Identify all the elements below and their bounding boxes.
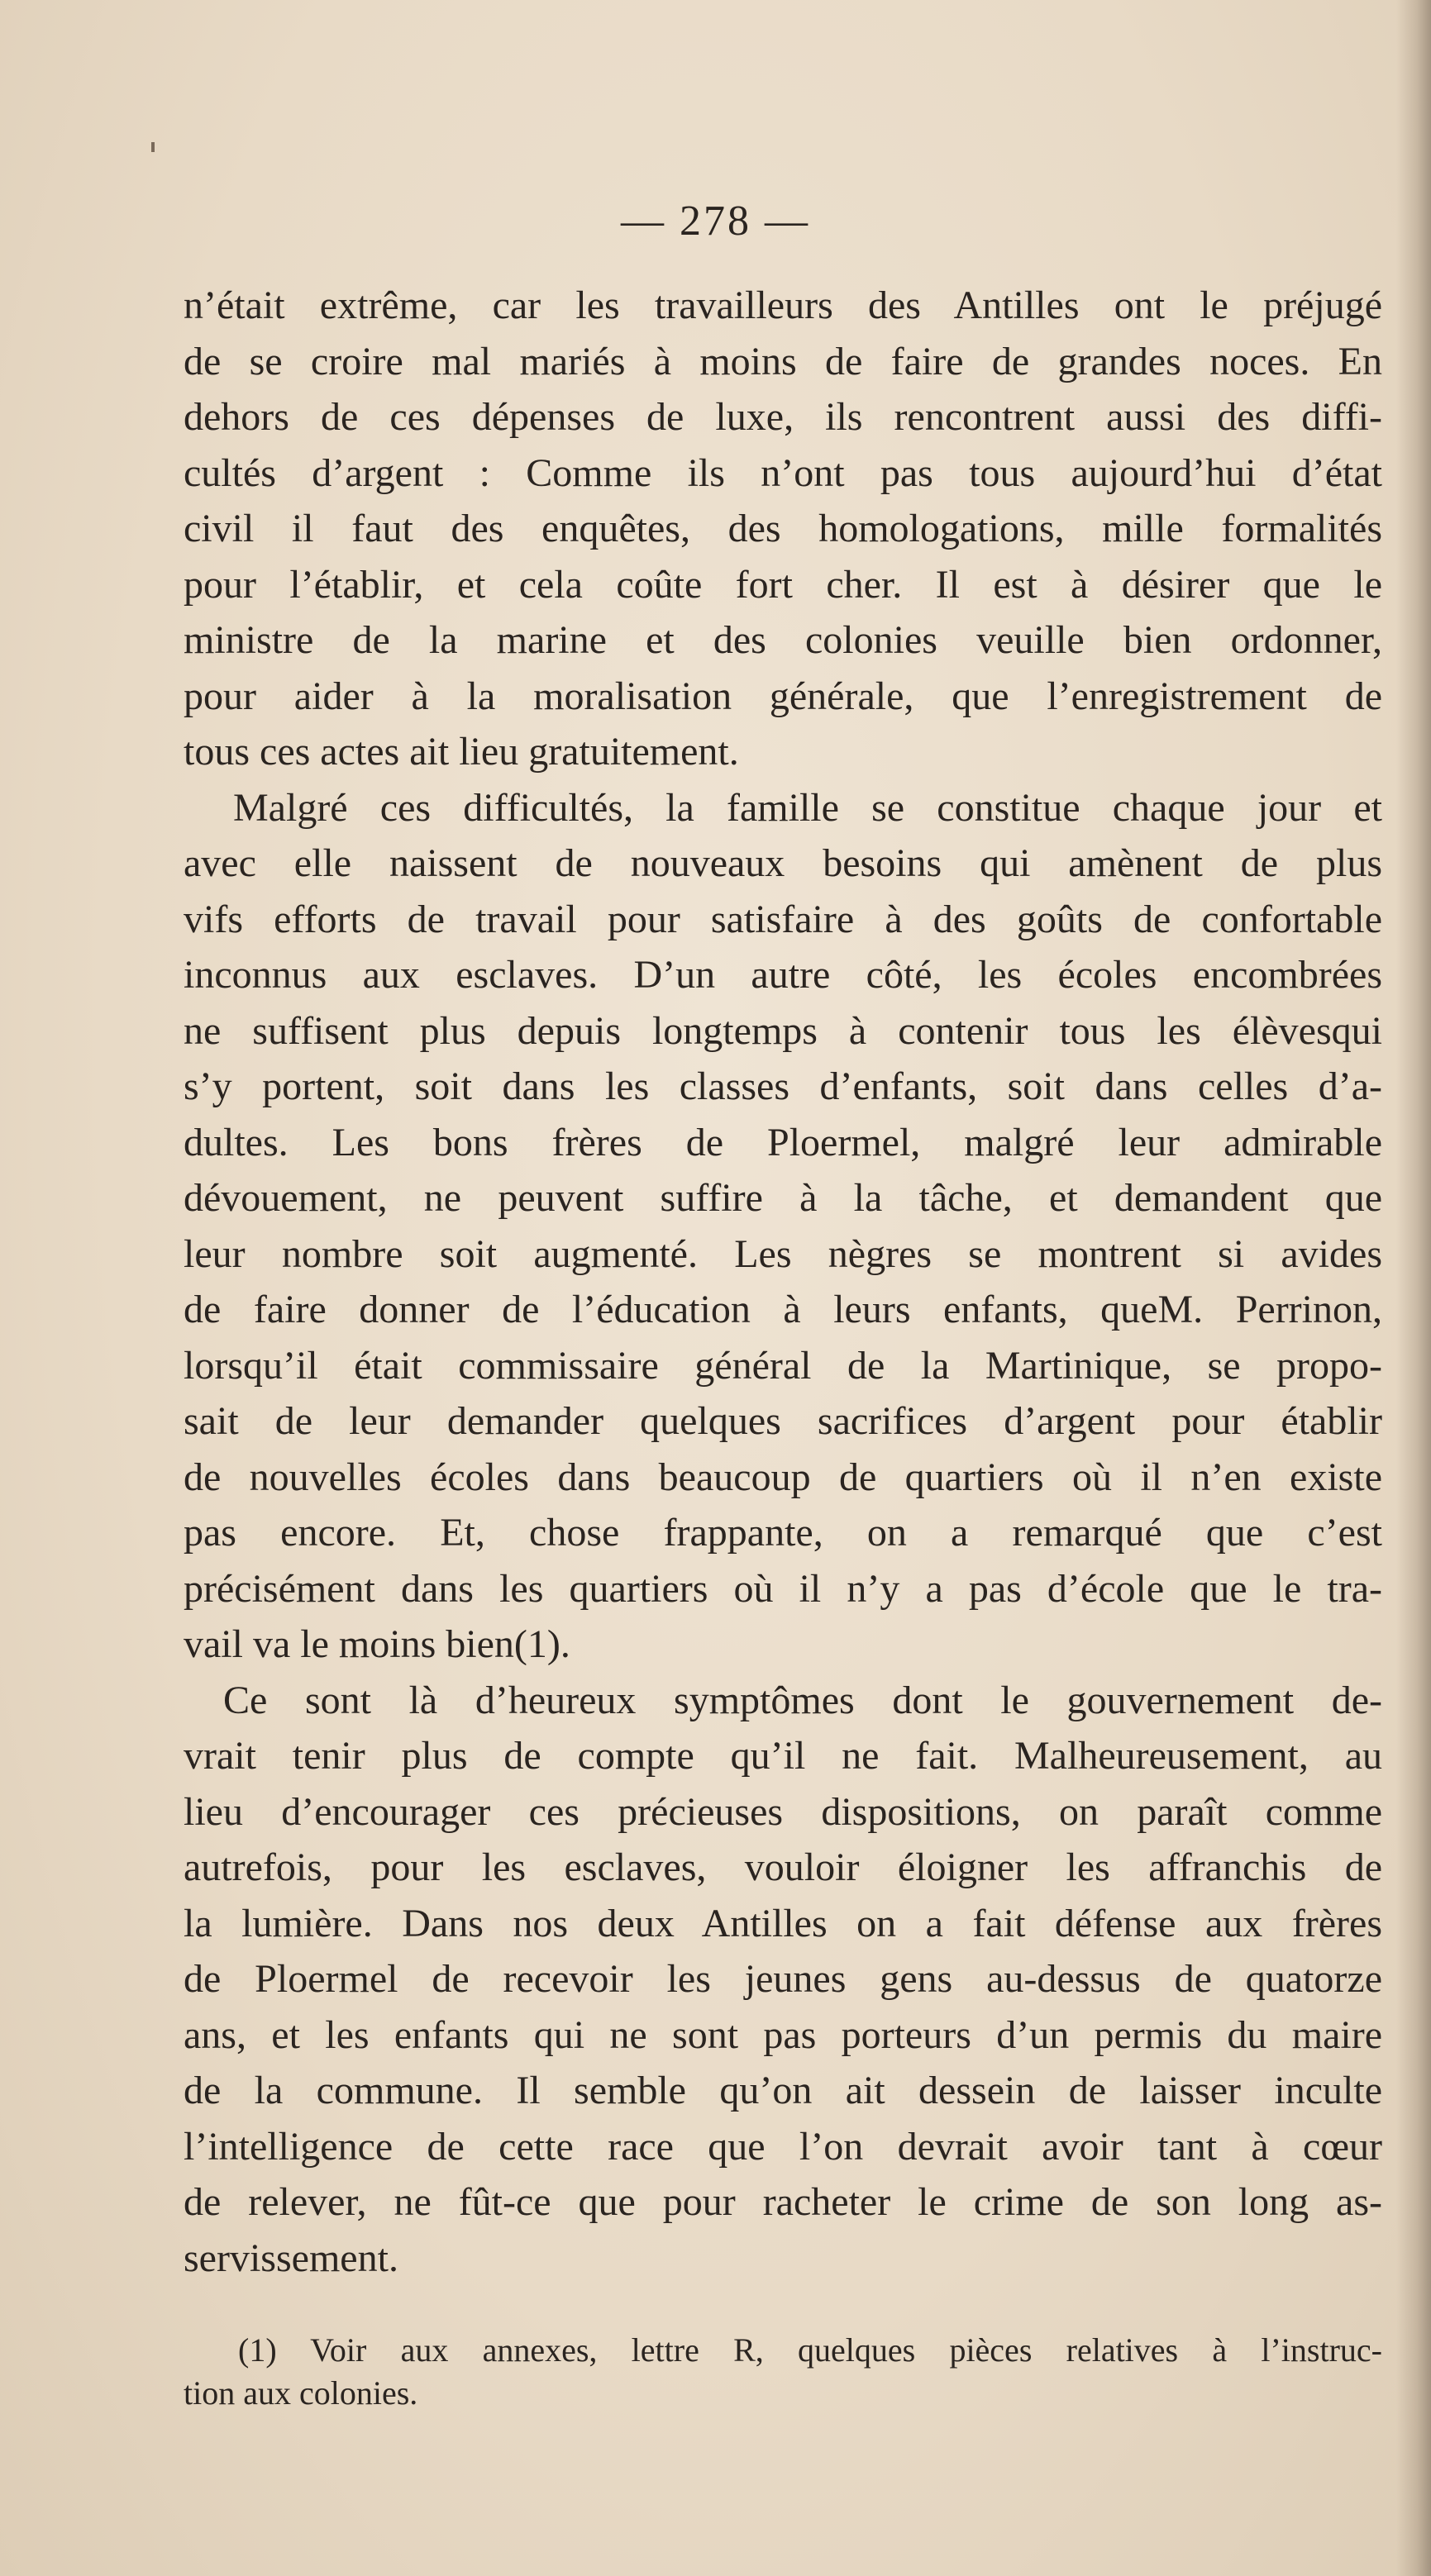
page-number: — 278 — [621,198,810,245]
text-line: de nouvelles écoles dans beaucoup de quartiers où il n’en existe [184,1455,1382,1499]
body-text [184,278,1382,2286]
text-line: précisément dans les quartiers où il n’y a pas d’école que le tra- [184,1566,1382,1611]
text-line: dévouement, ne peuvent suffire à la tâche, et demandent que [184,1176,1382,1220]
footnote [184,2329,1382,2415]
text-line: ne suffisent plus depuis longtemps à contenir tous les élèvesqui [184,1008,1382,1053]
text-line: dultes. Les bons frères de Ploermel, malgré leur admirable [184,1120,1382,1164]
text-line: civil il faut des enquêtes, des homologations, mille formalités [184,507,1382,550]
ink-speck [151,142,155,152]
text-line: pour aider à la moralisation générale, que l’enregistrement de [184,674,1382,718]
text-line: s’y portent, soit dans les classes d’enfants, soit dans celles d’a- [184,1064,1382,1108]
footnote-line: tion aux colonies. [184,2374,418,2412]
text-line: vifs efforts de travail pour satisfaire à des goûts de confortable [184,897,1382,941]
text-line: vail va le moins bien(1). [184,1622,570,1666]
text-line: n’était extrême, car les travailleurs des Antilles ont le préjugé [184,283,1382,327]
text-line: de la commune. Il semble qu’on ait dessein de laisser inculte [184,2069,1382,2112]
text-line: la lumière. Dans nos deux Antilles on a fait défense aux frères [184,1901,1382,1945]
footnote-line: (1) Voir aux annexes, lettre R, quelques pièces relatives à l’instruc- [238,2331,1382,2369]
text-line: ministre de la marine et des colonies veuille bien ordonner, [184,618,1382,662]
text-line: pas encore. Et, chose frappante, on a remarqué que c’est [184,1511,1382,1555]
text-line: dehors de ces dépenses de luxe, ils rencontrent aussi des diffi- [184,395,1382,439]
text-line: leur nombre soit augmenté. Les nègres se montrent si avides [184,1231,1382,1276]
text-line: de se croire mal mariés à moins de faire de grandes noces. En [184,339,1382,383]
text-line: servissement. [184,2236,398,2280]
text-line: sait de leur demander quelques sacrifices d’argent pour établir [184,1399,1382,1443]
text-line: ans, et les enfants qui ne sont pas porteurs d’un permis du maire [184,2012,1382,2057]
paragraph-start-line: Malgré ces difficultés, la famille se constitue chaque jour et [233,785,1382,830]
text-line: avec elle naissent de nouveaux besoins qui amènent de plus [184,841,1382,885]
text-line: cultés d’argent : Comme ils n’ont pas tous aujourd’hui d’état [184,450,1382,495]
text-line: de relever, ne fût-ce que pour racheter le crime de son long as- [184,2180,1382,2224]
text-line: de faire donner de l’éducation à leurs enfants, queM. Perrinon, [184,1288,1382,1331]
text-line: de Ploermel de recevoir les jeunes gens au-dessus de quatorze [184,1957,1382,2001]
text-line: l’intelligence de cette race que l’on devrait avoir tant à cœur [184,2124,1382,2169]
paragraph-start-line: Ce sont là d’heureux symptômes dont le gouvernement de- [223,1678,1382,1722]
text-line: lorsqu’il était commissaire général de la Martinique, se propo- [184,1343,1382,1388]
text-line: lieu d’encourager ces précieuses dispositions, on paraît comme [184,1789,1382,1834]
text-line: inconnus aux esclaves. D’un autre côté, les écoles encombrées [184,953,1382,997]
text-line: vrait tenir plus de compte qu’il ne fait. Malheureusement, au [184,1734,1382,1778]
text-line: tous ces actes ait lieu gratuitement. [184,730,739,774]
text-line: pour l’établir, et cela coûte fort cher. Il est à désirer que le [184,562,1382,607]
text-line: autrefois, pour les esclaves, vouloir éloigner les affranchis de [184,1845,1382,1889]
page-gutter-shadow [1396,0,1431,2576]
